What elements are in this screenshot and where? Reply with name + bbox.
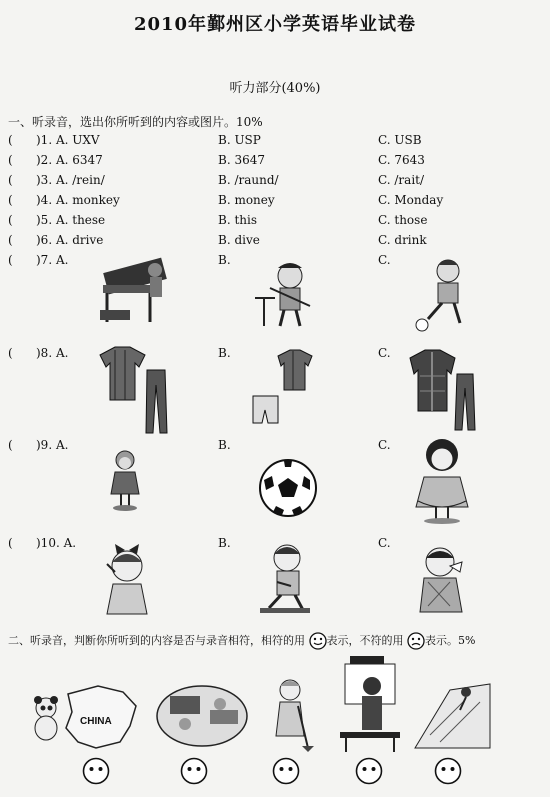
section-2-mid: 表示，不符的用 [326,634,404,647]
option-a: )10. A. [36,536,77,550]
section-subtitle: 听力部分(40%) [229,81,321,96]
option-b: B. [218,346,231,360]
option-c: C. drink [378,233,427,247]
panda-china-map-illustration [28,682,143,752]
option-c: C. [378,438,391,452]
option-b: B. [218,253,231,267]
piano-player-illustration [95,250,175,328]
large-doll-illustration [410,435,475,525]
section-2-suffix: 表示。5% [425,634,476,647]
option-c: C. /rait/ [378,173,425,187]
shirt-and-trousers-illustration [95,345,175,435]
option-b: B. dive [218,233,260,247]
section-2-prefix: 二、听录音，判断你所听到的内容是否与录音相符，相符的用 [8,634,305,647]
answer-paren[interactable]: ( [8,536,13,550]
option-b: B. USP [218,133,261,147]
teacher-at-board-illustration [340,656,402,754]
answer-paren[interactable]: ( [8,153,13,167]
option-a: )6. A. drive [36,233,104,247]
answer-face-1-icon[interactable] [82,757,110,785]
question-row [8,133,548,151]
option-b: B. this [218,213,257,227]
option-c: C. [378,346,391,360]
answer-face-5-icon[interactable] [434,757,462,785]
option-a: )4. A. monkey [36,193,120,207]
china-map-label: CHINA [80,716,112,727]
boy-stomachache-illustration [255,538,325,616]
option-a: )1. A. UXV [36,133,100,147]
option-b: B. /raund/ [218,173,279,187]
section-2-heading [8,632,475,650]
option-c: C. Monday [378,193,444,207]
answer-face-2-icon[interactable] [180,757,208,785]
answer-face-4-icon[interactable] [355,757,383,785]
option-c: C. [378,536,391,550]
option-b: B. money [218,193,275,207]
answer-face-3-icon[interactable] [272,757,300,785]
answer-paren[interactable]: ( [8,213,13,227]
classroom-scene-illustration [155,684,250,748]
option-a: )7. A. [36,253,69,267]
option-a: )8. A. [36,346,69,360]
girl-headache-illustration [95,538,160,616]
question-row [8,153,548,171]
option-b: B. 3647 [218,153,265,167]
option-c: C. [378,253,391,267]
sad-face-icon [407,632,425,650]
option-c: C. 7643 [378,153,425,167]
option-a: )2. A. 6347 [36,153,103,167]
question-row [8,193,548,211]
football-boy-illustration [410,255,475,333]
smiley-face-icon [309,632,327,650]
answer-paren[interactable]: ( [8,173,13,187]
shirt-and-shorts-illustration [248,348,318,428]
answer-paren[interactable]: ( [8,438,13,452]
small-doll-illustration [105,448,145,513]
jacket-and-trousers-illustration [405,346,480,431]
option-a: )5. A. these [36,213,106,227]
answer-paren[interactable]: ( [8,346,13,360]
old-woman-sweeping-illustration [268,676,313,754]
question-row [8,213,548,231]
boy-cold-illustration [410,540,478,615]
option-c: C. USB [378,133,422,147]
question-row [8,233,548,251]
option-a: )9. A. [36,438,69,452]
answer-paren[interactable]: ( [8,133,13,147]
option-b: B. [218,536,231,550]
option-c: C. those [378,213,428,227]
page-title: 2010年鄞州区小学英语毕业试卷 [133,14,417,35]
option-b: B. [218,438,231,452]
question-row [8,173,548,191]
answer-paren[interactable]: ( [8,233,13,247]
answer-paren[interactable]: ( [8,193,13,207]
option-a: )3. A. /rein/ [36,173,105,187]
violin-player-illustration [250,258,325,330]
answer-paren[interactable]: ( [8,253,13,267]
boy-climbing-illustration [410,680,495,752]
football-illustration [258,458,318,518]
section-1-heading: 一、听录音，选出你所听到的内容或图片。10% [8,115,263,129]
